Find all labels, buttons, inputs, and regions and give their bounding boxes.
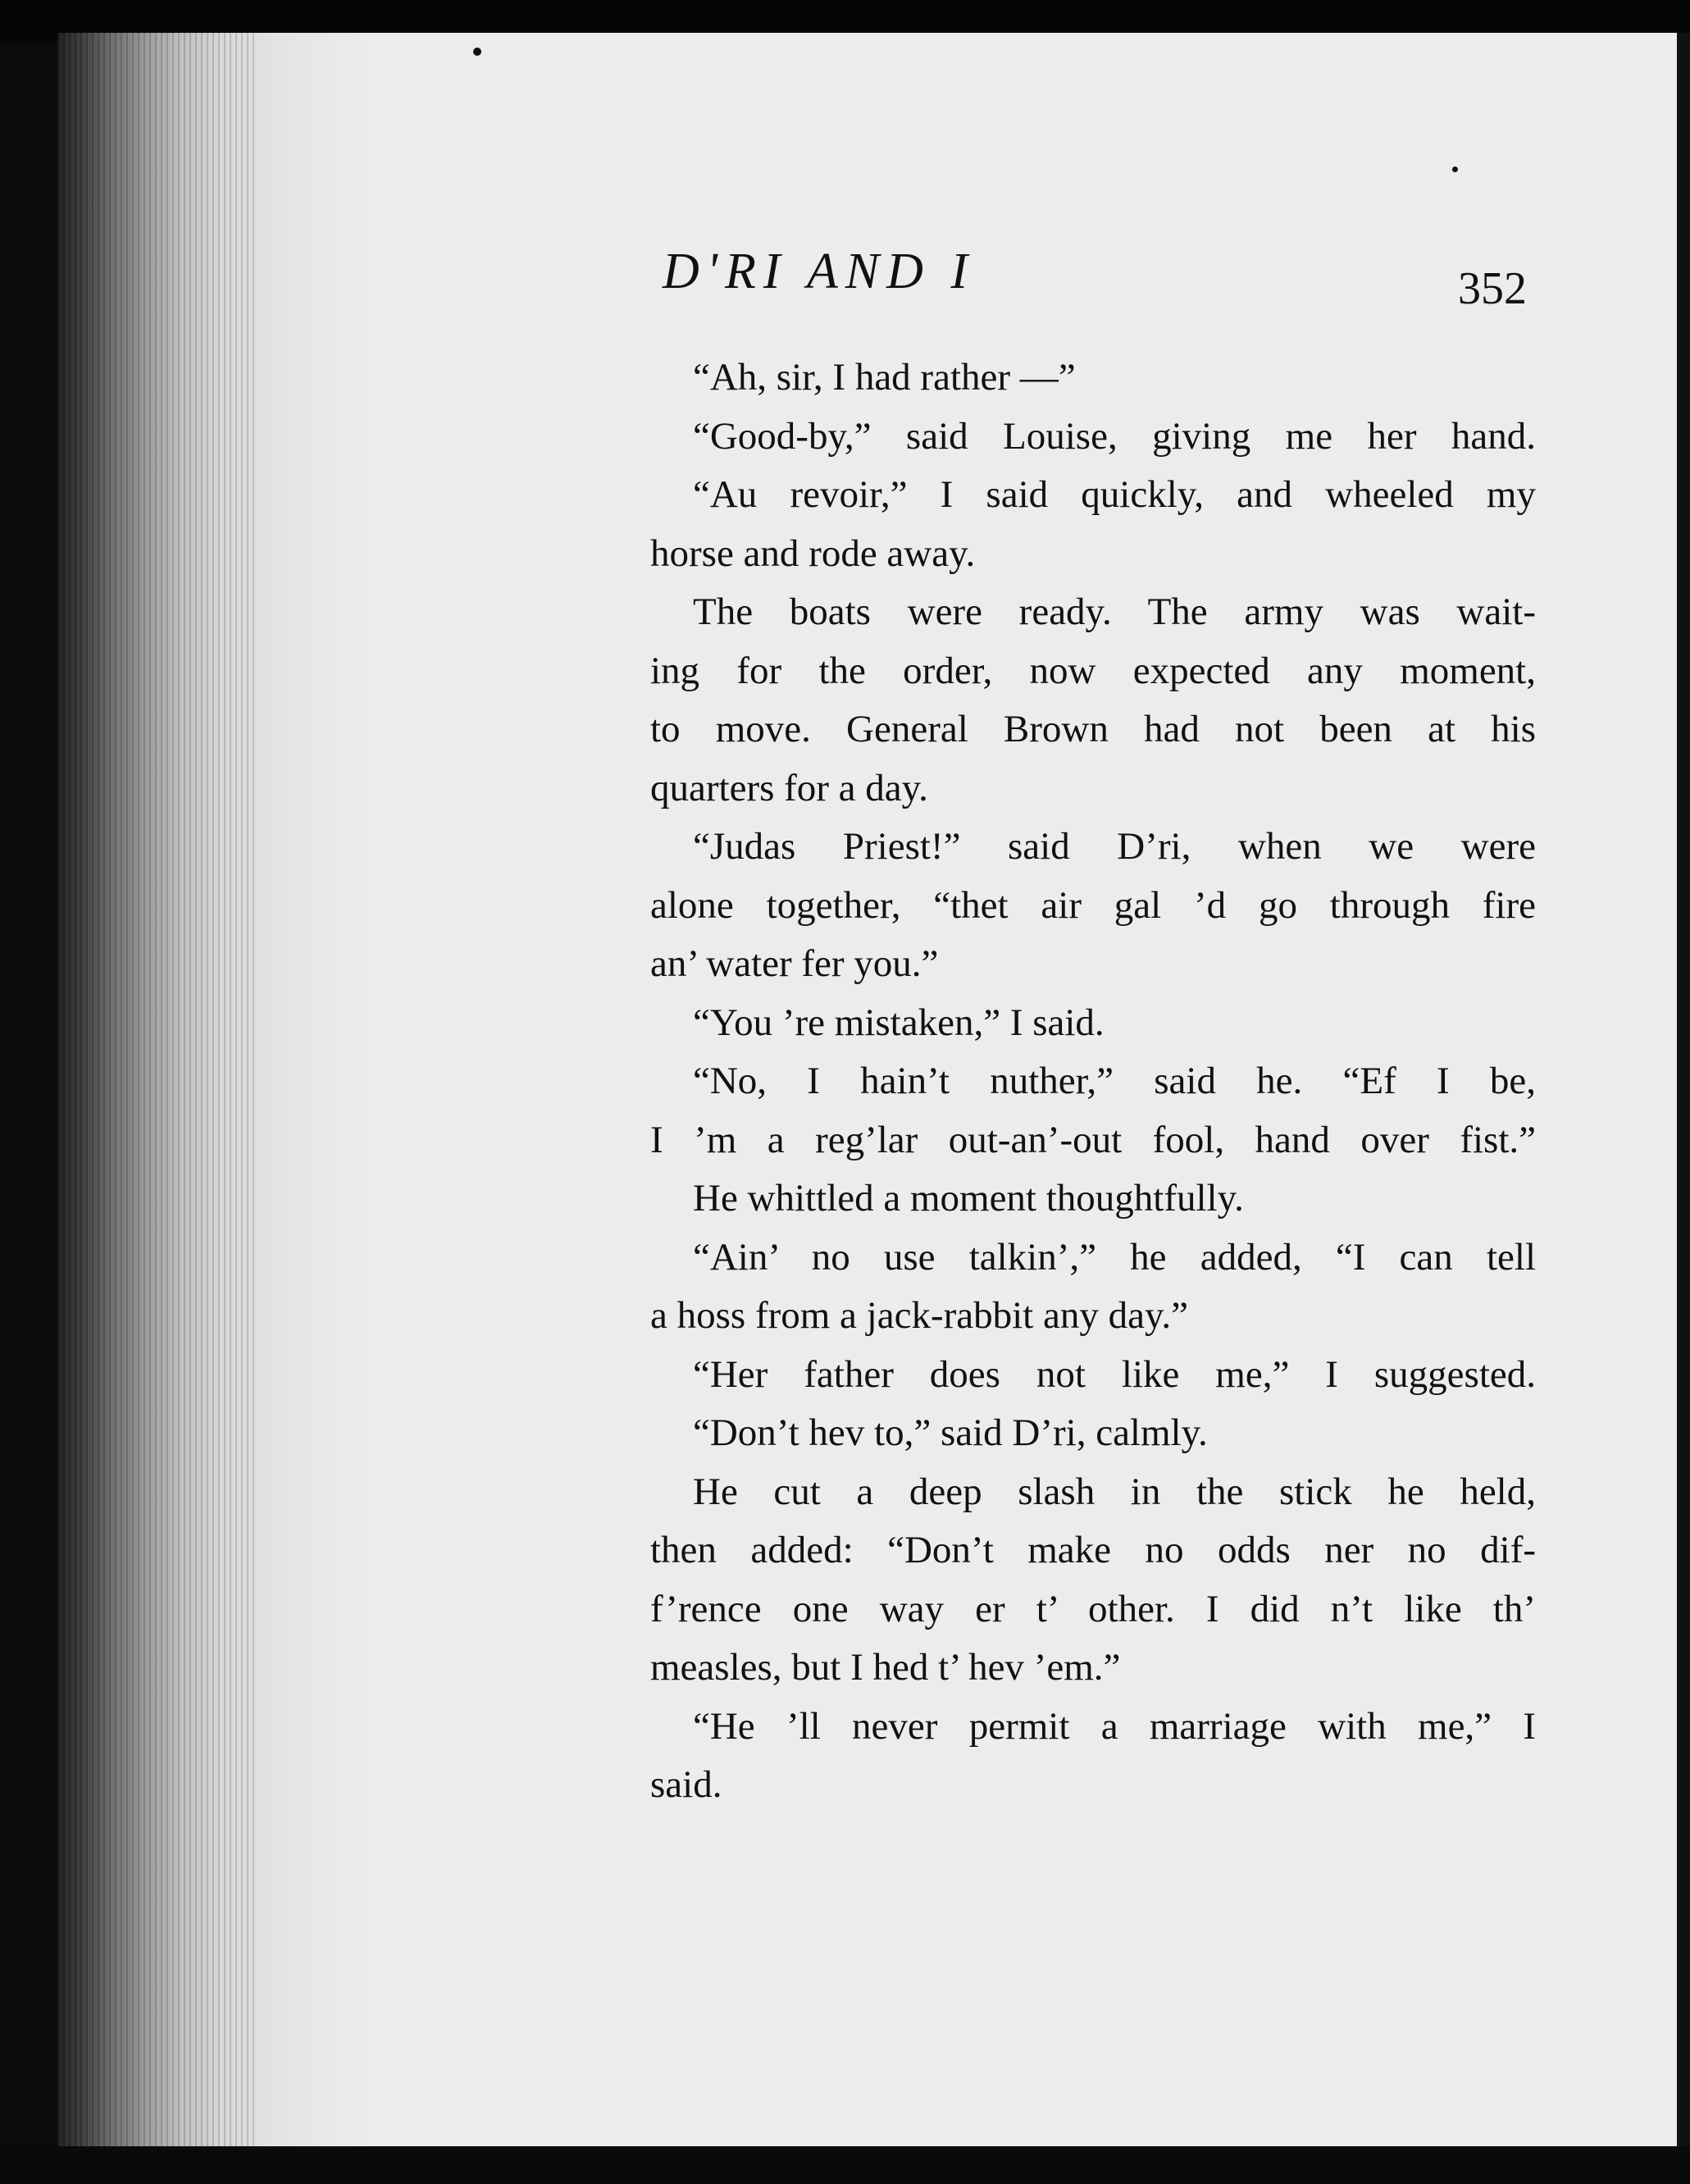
text-line: measles, but I hed t’ hev ’em.” (650, 1646, 1121, 1689)
text-line: “Ah, sir, I had rather —” (693, 356, 1076, 399)
text-line: said. (650, 1763, 722, 1806)
text-line: “Good-by,” said Louise, giving me her hand. (693, 414, 1536, 458)
text-line: He cut a deep slash in the stick he held, (693, 1470, 1536, 1513)
scan-speck (473, 48, 481, 56)
text-line: “He ’ll never permit a marriage with me,” I (693, 1704, 1536, 1748)
text-line: “No, I hain’t nuther,” said he. “Ef I be, (693, 1060, 1536, 1102)
text-line: “Don’t hev to,” said D’ri, calmly. (693, 1411, 1208, 1454)
text-line: “Ain’ no use talkin’,” he added, “I can tell (693, 1235, 1536, 1279)
text-line: f’rence one way er t’ other. I did n’t like th’ (650, 1587, 1536, 1630)
text-line: “Au revoir,” I said quickly, and wheeled my (693, 473, 1536, 516)
text-line: an’ water fer you.” (650, 942, 939, 985)
page-number: 352 (1458, 263, 1527, 314)
text-line: ing for the order, now expected any moment, (650, 649, 1536, 692)
text-line: He whittled a moment thoughtfully. (693, 1177, 1244, 1220)
text-line: “You ’re mistaken,” I said. (693, 1001, 1105, 1044)
text-line: The boats were ready. The army was wait- (693, 590, 1536, 633)
binding-gutter-streaks (57, 33, 254, 2153)
text-line: alone together, “thet air gal ’d go through fire (650, 883, 1536, 927)
text-line: a hoss from a jack-rabbit any day.” (650, 1294, 1189, 1337)
text-line: to move. General Brown had not been at his (650, 708, 1536, 750)
text-line: quarters for a day. (650, 766, 928, 809)
body-text (650, 349, 1536, 1815)
text-line: I ’m a reg’lar out-an’-out fool, hand over fist.” (650, 1118, 1536, 1161)
scan-speck (1452, 166, 1458, 172)
scan-bottom-border (0, 2146, 1690, 2184)
text-line: then added: “Don’t make no odds ner no dif- (650, 1529, 1536, 1571)
scan-right-border (1677, 33, 1690, 2153)
text-line: “Her father does not like me,” I suggested. (693, 1352, 1536, 1396)
running-head: D'RI AND I (663, 244, 976, 299)
text-line: “Judas Priest!” said D’ri, when we were (693, 825, 1536, 868)
text-line: horse and rode away. (650, 531, 976, 575)
